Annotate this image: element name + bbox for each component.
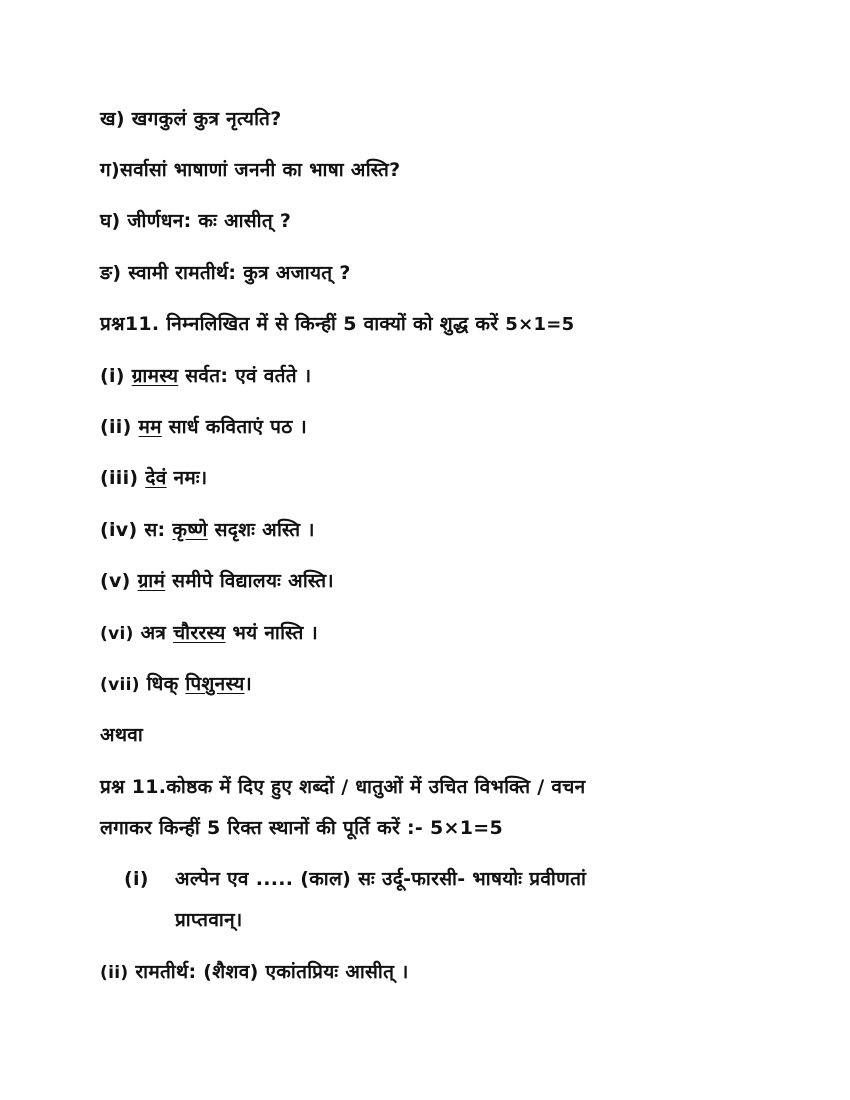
- item-number: (vii): [100, 675, 140, 695]
- item-number: (iii): [100, 467, 139, 489]
- item-number: (i): [100, 365, 125, 387]
- fill-item-number: [124, 866, 149, 892]
- question-11-alt-line2: [100, 815, 503, 841]
- underlined-word: मम: [138, 416, 162, 438]
- underlined-word: कृष्णे: [172, 519, 208, 541]
- item-text: सदृशः अस्ति ।: [207, 519, 315, 541]
- question-11-alt-line1: [100, 774, 585, 800]
- question-kha: [100, 106, 282, 132]
- marks-label: 5×1=5: [505, 314, 575, 335]
- sentence-item: [100, 414, 307, 440]
- heading-text: लगाकर किन्हीं 5 रिक्त स्थानों की पूर्ति करें :- 5×1=5: [100, 817, 503, 839]
- question-text: ग)सर्वासां भाषाणां जननी का भाषा अस्ति?: [100, 159, 401, 181]
- athva-label: [100, 722, 143, 748]
- underlined-word: चौररस्य: [173, 622, 226, 644]
- question-nga: [100, 260, 351, 286]
- sentence-item: [100, 363, 311, 389]
- item-text: प्राप्तवान्।: [175, 909, 243, 931]
- item-text: ।: [244, 673, 253, 695]
- fill-item: [100, 959, 409, 986]
- sentence-item: [100, 620, 318, 647]
- item-text: रामतीर्थ: (शैशव) एकांतप्रियः आसीत् ।: [135, 961, 409, 983]
- athva-text: अथवा: [100, 724, 144, 746]
- item-number: (v): [100, 570, 131, 592]
- item-text: अत्र: [140, 622, 174, 644]
- sentence-item: [100, 517, 315, 543]
- item-text: सार्ध कविताएं पठ ।: [161, 416, 308, 438]
- item-number: (ii): [100, 416, 132, 438]
- heading-text: प्रश्न11. निम्नलिखित में से किन्हीं 5 वाक्यों को शुद्ध करें: [100, 313, 499, 335]
- underlined-word: ग्रामं: [137, 570, 166, 592]
- item-number: (vi): [100, 624, 134, 644]
- item-number: (ii): [100, 963, 129, 983]
- item-text: अल्पेन एव ..... (काल) सः उर्दू-फारसी- भाषयोः प्रवीणतां: [175, 868, 587, 890]
- question-text: घ) जीर्णधन: कः आसीत् ?: [100, 210, 292, 232]
- fill-item: [175, 866, 586, 892]
- sentence-item: [100, 465, 207, 491]
- item-text: नमः।: [166, 467, 208, 489]
- underlined-word: ग्रामस्य: [131, 365, 179, 387]
- fill-item-continued: [175, 907, 242, 933]
- item-number: (i): [124, 868, 149, 890]
- item-text: भयं नास्ति ।: [225, 622, 318, 644]
- underlined-word: पिशुनस्य: [185, 673, 245, 695]
- underlined-word: देवं: [145, 467, 167, 489]
- item-text: स:: [144, 519, 173, 541]
- item-text: समीपे विद्यालयः अस्ति।: [165, 570, 334, 592]
- item-text: धिक्: [146, 673, 186, 695]
- question-ga: [100, 157, 400, 183]
- question-gha: [100, 208, 291, 234]
- sentence-item: [100, 671, 252, 698]
- item-text: सर्वत: एवं वर्तते ।: [178, 365, 312, 387]
- question-text: ख) खगकुलं कुत्र नृत्यति?: [100, 108, 282, 130]
- question-text: ङ) स्वामी रामतीर्थ: कुत्र अजायत् ?: [100, 262, 351, 284]
- question-11-heading: [100, 311, 575, 338]
- item-number: (iv): [100, 519, 138, 541]
- sentence-item: [100, 568, 334, 594]
- heading-text: प्रश्न 11.कोष्ठक में दिए हुए शब्दों / धातुओं में उचित विभक्ति / वचन: [100, 776, 586, 798]
